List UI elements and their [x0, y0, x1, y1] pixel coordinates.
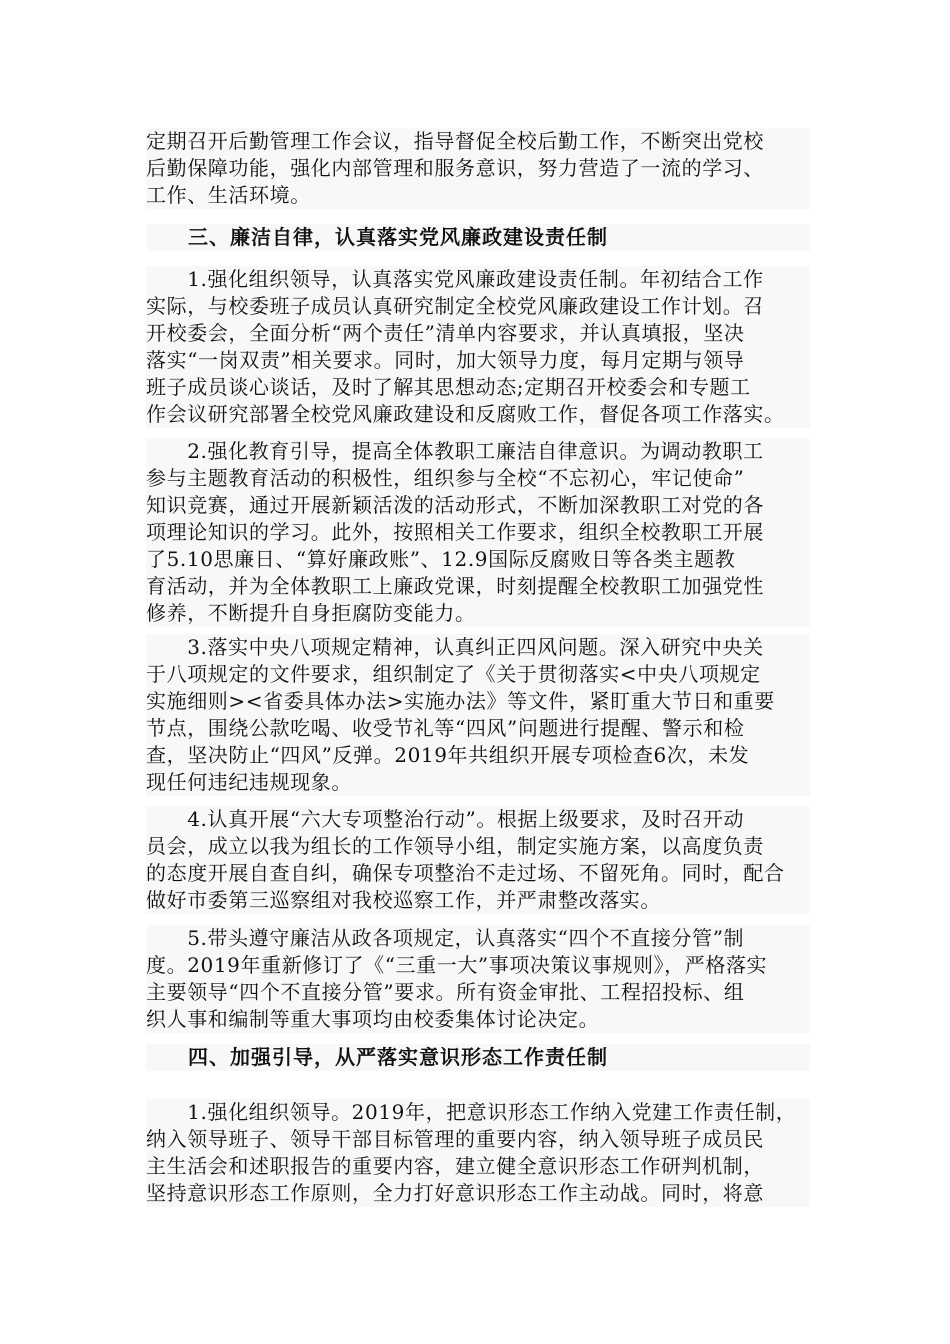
paragraph-3-1	[146, 266, 810, 428]
text-line: 坚持意识形态工作原则，全力打好意识形态工作主动战。同时，将意	[146, 1181, 764, 1205]
heading-text: 三、廉洁自律，认真落实党风廉政建设责任制	[146, 225, 608, 249]
text-line: 查，坚决防止“四风”反弹。2019年共组织开展专项检查6次，未发	[146, 743, 750, 767]
text-line: 1.强化组织领导，认真落实党风廉政建设责任制。年初结合工作	[146, 267, 764, 291]
text-line: 2.强化教育引导，提高全体教职工廉洁自律意识。为调动教职工	[146, 439, 764, 463]
paragraph-intro	[146, 128, 810, 209]
text-line: 做好市委第三巡察组对我校巡察工作，并严肃整改落实。	[146, 888, 661, 912]
text-line: 班子成员谈心谈话，及时了解其思想动态;定期召开校委会和专题工	[146, 375, 751, 399]
text-line: 5.带头遵守廉洁从政各项规定，认真落实“四个不直接分管”制	[146, 926, 745, 950]
text-line: 1.强化组织领导。2019年，把意识形态工作纳入党建工作责任制，	[146, 1100, 797, 1124]
text-line: 落实“一岗双责”相关要求。同时，加大领导力度，每月定期与领导	[146, 348, 745, 372]
text-line: 现任何违纪违规现象。	[146, 770, 352, 794]
text-line: 参与主题教育活动的积极性，组织参与全校“不忘初心，牢记使命”	[146, 466, 745, 490]
text-line: 实际，与校委班子成员认真研究制定全校党风廉政建设工作计划。召	[146, 294, 764, 318]
text-line: 度。2019年重新修订了《“三重一大”事项决策议事规则》，严格落实	[146, 953, 768, 977]
text-line: 员会，成立以我为组长的工作领导小组，制定实施方案，以高度负责	[146, 834, 764, 858]
paragraph-4-1	[146, 1099, 810, 1207]
text-line: 织人事和编制等重大事项均由校委集体讨论决定。	[146, 1007, 600, 1031]
text-line: 于八项规定的文件要求，组织制定了《关于贯彻落实<中央八项规定	[146, 662, 761, 686]
text-line: 主要领导“四个不直接分管”要求。所有资金审批、工程招投标、组	[146, 980, 745, 1004]
text-line: 作会议研究部署全校党风廉政建设和反腐败工作，督促各项工作落实。	[146, 402, 785, 426]
paragraph-3-3	[146, 634, 810, 796]
text-line: 后勤保障功能，强化内部管理和服务意识，努力营造了一流的学习、	[146, 156, 764, 180]
text-line: 4.认真开展“六大专项整治行动”。根据上级要求，及时召开动	[146, 807, 745, 831]
text-line: 的态度开展自查自纠，确保专项整治不走过场、不留死角。同时，配合	[146, 861, 785, 885]
section-heading-3	[146, 224, 810, 251]
section-heading-4	[146, 1044, 810, 1071]
text-line: 项理论知识的学习。此外，按照相关工作要求，组织全校教职工开展	[146, 520, 764, 544]
text-line: 工作、生活环境。	[146, 183, 311, 207]
text-line: 定期召开后勤管理工作会议，指导督促全校后勤工作，不断突出党校	[146, 129, 764, 153]
text-line: 主生活会和述职报告的重要内容，建立健全意识形态工作研判机制，	[146, 1154, 764, 1178]
text-line: 纳入领导班子、领导干部目标管理的重要内容，纳入领导班子成员民	[146, 1127, 764, 1151]
text-line: 开校委会，全面分析“两个责任”清单内容要求，并认真填报，坚决	[146, 321, 745, 345]
paragraph-3-4	[146, 806, 810, 914]
text-line: 实施细则><省委具体办法>实施办法》等文件，紧盯重大节日和重要	[146, 689, 775, 713]
text-line: 育活动，并为全体教职工上廉政党课，时刻提醒全校教职工加强党性	[146, 574, 764, 598]
text-line: 知识竞赛，通过开展新颖活泼的活动形式，不断加深教职工对党的各	[146, 493, 764, 517]
text-line: 修养，不断提升自身拒腐防变能力。	[146, 601, 476, 625]
paragraph-3-5	[146, 925, 810, 1033]
text-line: 节点，围绕公款吃喝、收受节礼等“四风”问题进行提醒、警示和检	[146, 716, 745, 740]
paragraph-3-2	[146, 438, 810, 627]
heading-text: 四、加强引导，从严落实意识形态工作责任制	[146, 1045, 608, 1069]
text-line: 了5.10思廉日、“算好廉政账”、12.9国际反腐败日等各类主题教	[146, 547, 736, 571]
text-line: 3.落实中央八项规定精神，认真纠正四风问题。深入研究中央关	[146, 635, 764, 659]
